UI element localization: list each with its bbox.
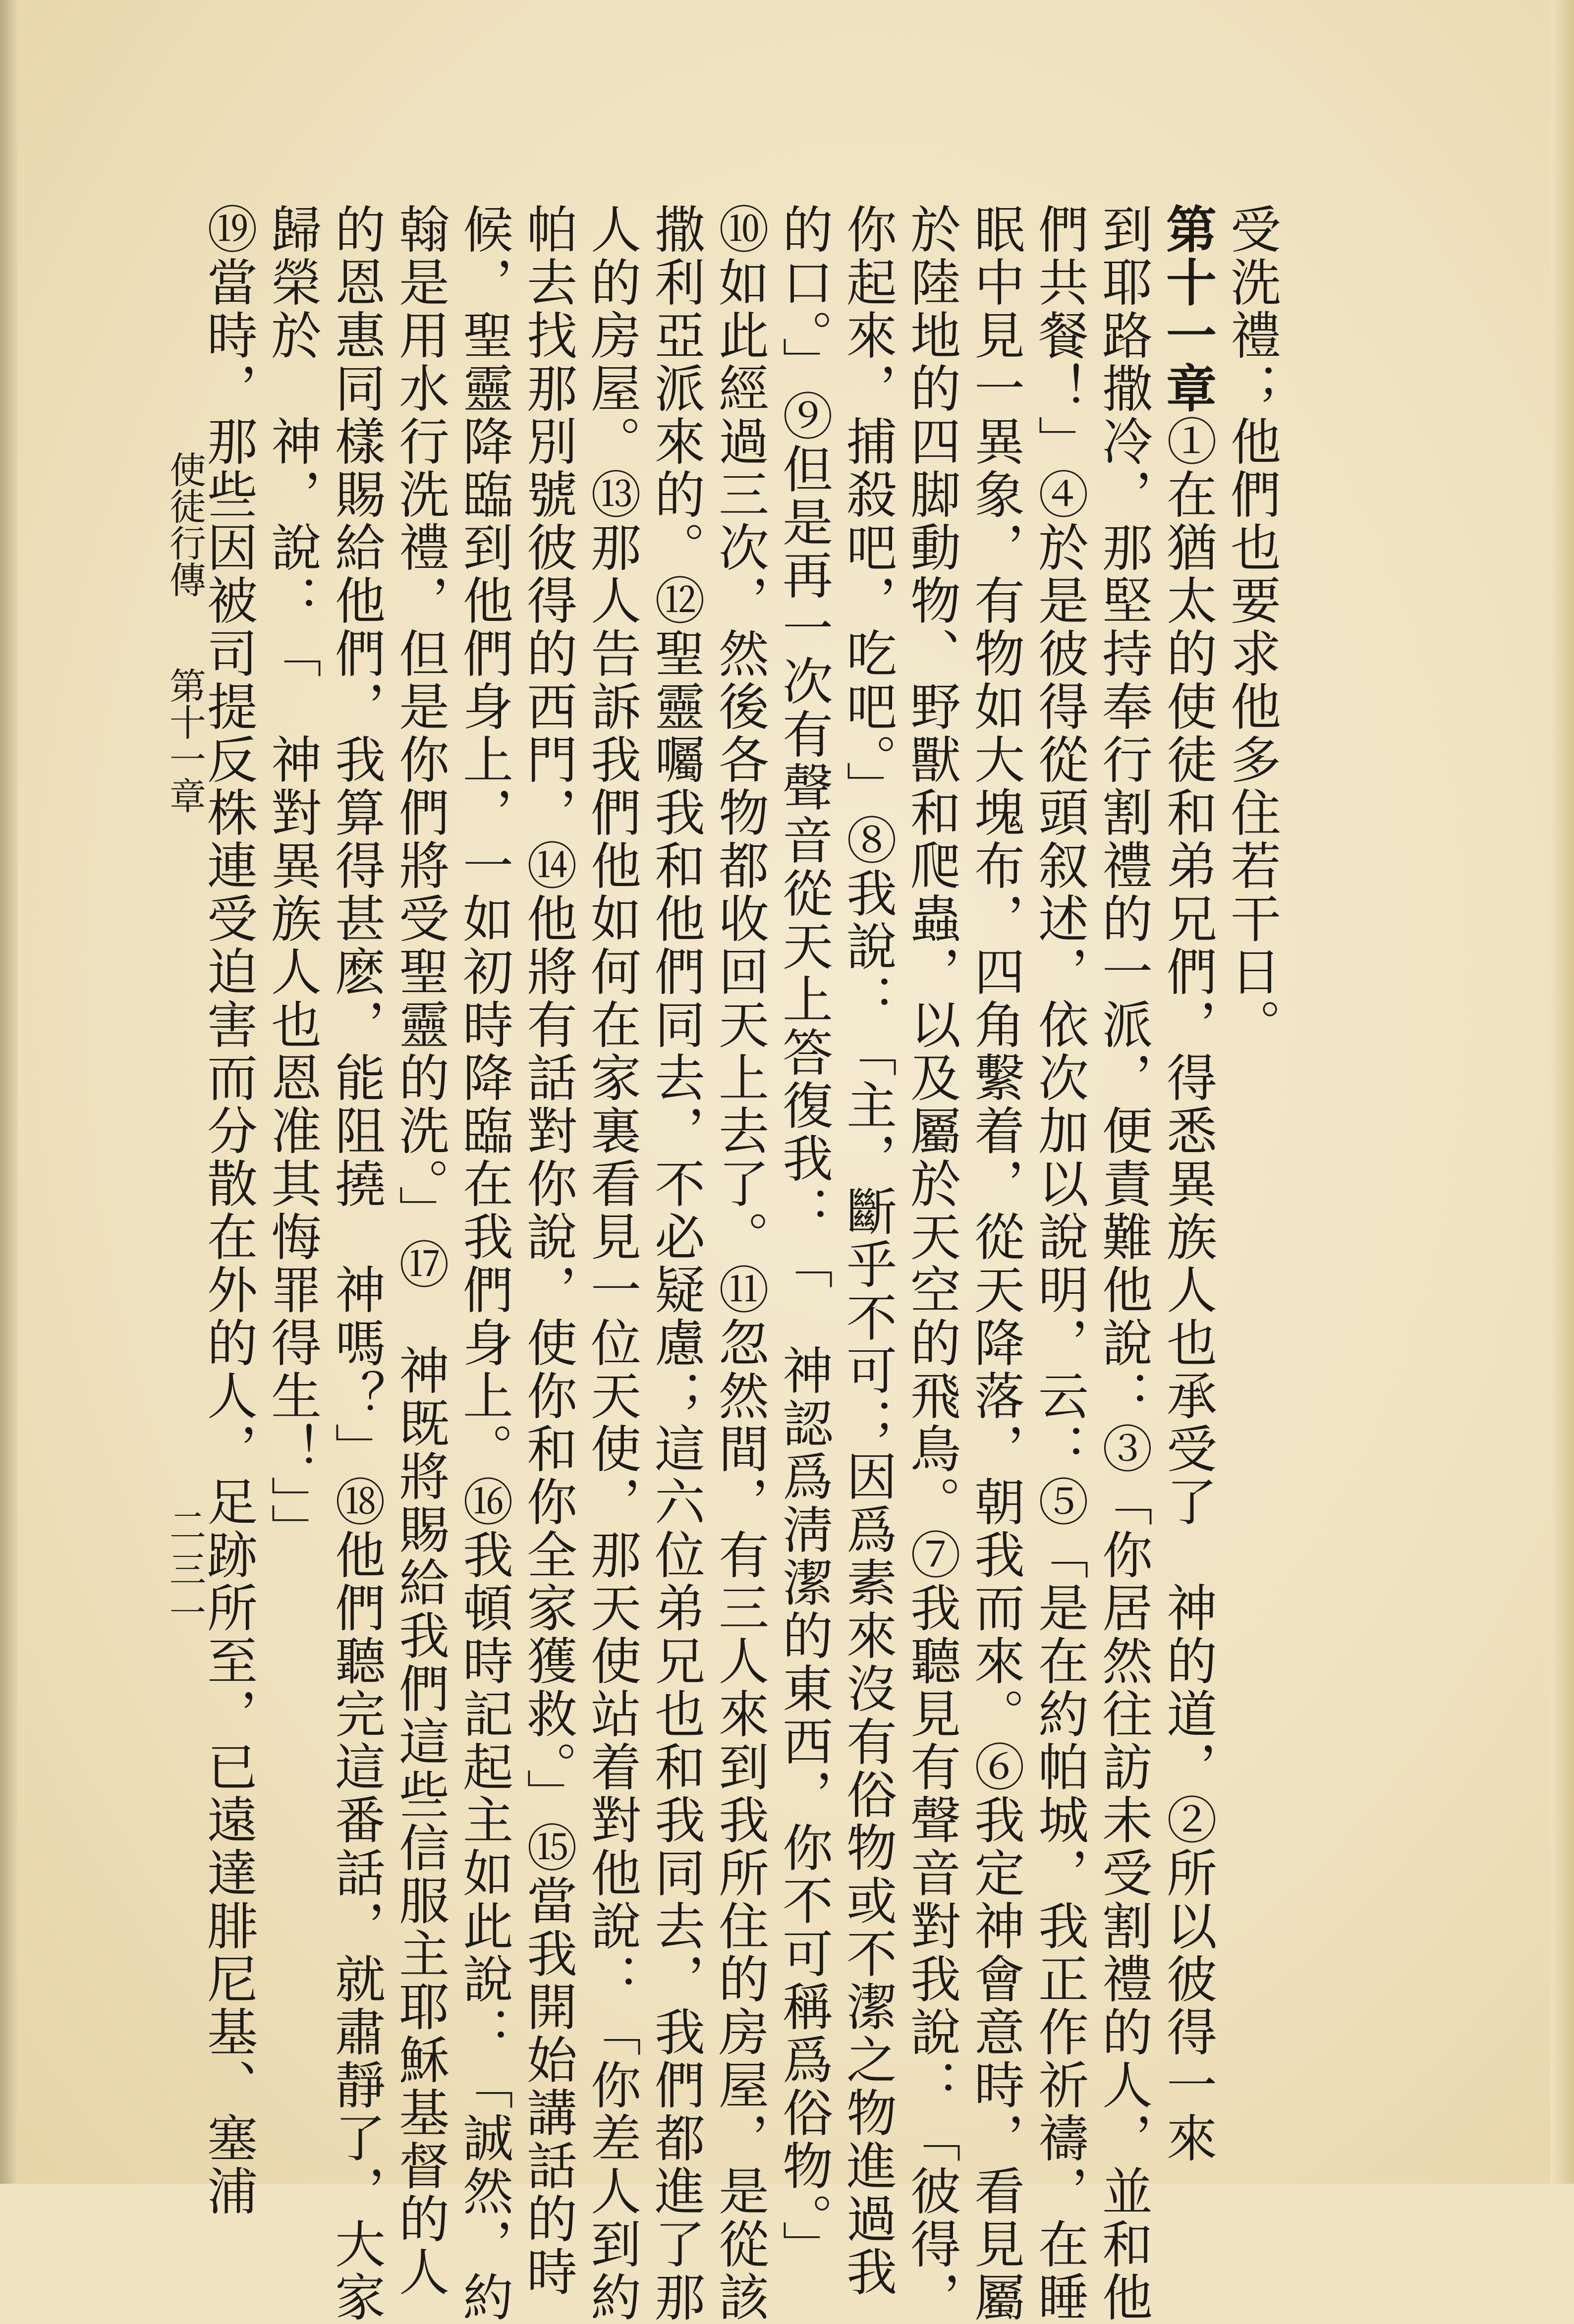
text-line: 帕去找那別號彼得的西門，⑭他將有話對你說，使你和你全家獲救。」⑮當我開始講話的時 xyxy=(518,203,577,2299)
page-right-edge xyxy=(1550,0,1574,2184)
text-line: 到耶路撒冷，那堅持奉行割禮的一派，便責難他說：③「你居然往訪未受割禮的人，並和他 xyxy=(1094,203,1153,2324)
text-line: 翰是用水行洗禮，但是你們將受聖靈的洗。」⑰ 神既將賜給我們這些信服主耶穌基督的人 xyxy=(391,203,450,2299)
chapter-heading: 第十一章 xyxy=(1158,203,1217,415)
running-footer xyxy=(159,451,211,2086)
text-line: 受洗禮；他們也要求他多住若干日。 xyxy=(1222,203,1281,1051)
text-line: 歸榮於 神，說：「 神對異族人也恩准其悔罪得生！」」 xyxy=(263,203,322,1556)
chapter-first-line-text: ①在猶太的使徒和弟兄們，得悉異族人也承受了 神的道，②所以彼得一來 xyxy=(1158,415,1217,2165)
text-line: 撒利亞派來的。⑫聖靈囑我和他們同去，不必疑慮；這六位弟兄也和我同去，我們都進了那 xyxy=(646,203,705,2324)
text-line: 們共餐！」④於是彼得從頭叙述，依次加以說明，云：⑤「是在約帕城，我正作祈禱，在睡 xyxy=(1030,203,1089,2324)
body-text xyxy=(199,203,1284,2324)
page-number: 二三一 xyxy=(164,1506,206,1637)
text-line: 人的房屋。⑬那人告訴我們他如何在家裏看見一位天使，那天使站着對他說：「你差人到約 xyxy=(582,203,641,2324)
text-line: ⑩如此經過三次，然後各物都收回天上去了。⑪忽然間，有三人來到我所住的房屋，是從該 xyxy=(710,203,769,2324)
text-line: 的恩惠同樣賜給他們，我算得甚麽，能阻撓 神嗎？」⑱他們聽完這番話，就肅靜了，大家 xyxy=(327,203,386,2324)
chapter-first-line xyxy=(1155,203,1220,2165)
footer-chapter: 第十一章 xyxy=(164,667,206,814)
text-line: 眠中見一異象，有物如大塊布，四角繫着，從天降落，朝我而來。⑥我定神會意時，看見屬 xyxy=(966,203,1025,2324)
text-line: 你起來，捕殺吧，吃吧。」⑧我說：「主，斷乎不可；因爲素來沒有俗物或不潔之物進過我 xyxy=(838,203,897,2299)
text-line: 於陸地的四脚動物、野獸和爬蟲，以及屬於天空的飛鳥。⑦我聽見有聲音對我說：「彼得， xyxy=(902,203,961,2324)
text-line: 候，聖靈降臨到他們身上，一如初時降臨在我們身上。⑯我頓時記起主如此說：「誠然，約 xyxy=(454,203,513,2324)
text-line: 的口。」⑨但是再一次有聲音從天上答復我：「 神認爲淸潔的東西，你不可稱爲俗物。」 xyxy=(774,203,833,2273)
page-left-edge xyxy=(0,0,18,2184)
footer-book-title: 使徒行傳 xyxy=(164,451,206,598)
text-line: ⑲當時，那些因被司提反株連受迫害而分散在外的人，足跡所至，已遠達腓尼基、塞浦 xyxy=(199,203,258,2218)
